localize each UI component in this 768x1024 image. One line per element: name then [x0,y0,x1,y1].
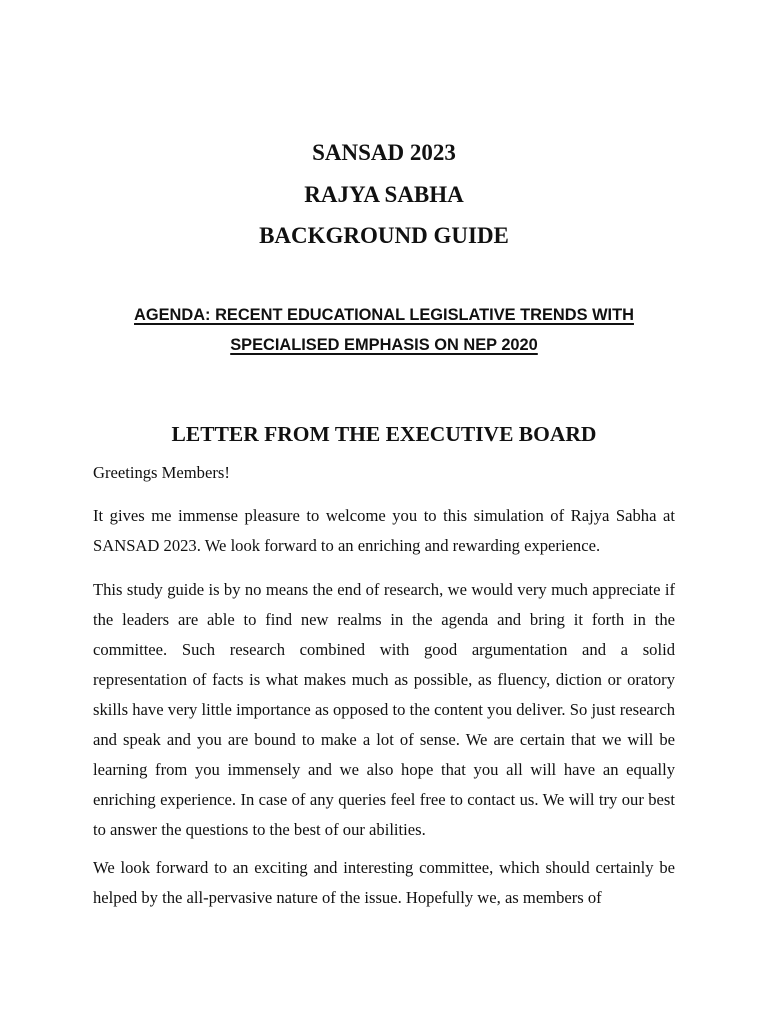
paragraph-committee: We look forward to an exciting and interesting committee, which should certainly be helped by the all-pervasive nature of the issue. Hopefully we, as members of [93,858,675,907]
doc-type-title: BACKGROUND GUIDE [259,223,509,248]
event-title: SANSAD 2023 [312,140,456,165]
greeting: Greetings Members! [93,463,230,482]
paragraph-study-guide: This study guide is by no means the end of research, we would very much appreciate if the leaders are able to find new realms in the agenda and bring it forth in the committee. Such research combined with good argumentation and a solid representation of facts is what makes much as possible, as fluency, diction or oratory skills have very little importance as opposed to the content you deliver. So just research and speak and you are bound to make a lot of sense. We are certain that we will be learning from you immensely and we also hope that you all will have an equally enriching experience. In case of any queries feel free to contact us. We will try our best to answer the questions to the best of our abilities. [93,580,675,839]
agenda-line-2 [0,330,768,360]
agenda-line-1 [0,300,768,330]
agenda-line-2-text: SPECIALISED EMPHASIS ON NEP 2020 [230,336,538,354]
agenda-line-1-text: AGENDA: RECENT EDUCATIONAL LEGISLATIVE TRENDS WITH [134,306,634,324]
committee-title: RAJYA SABHA [304,182,464,207]
letter-heading: LETTER FROM THE EXECUTIVE BOARD [171,422,597,446]
paragraph-welcome: It gives me immense pleasure to welcome you to this simulation of Rajya Sabha at SANSAD 2023. We look forward to an enriching and rewarding experience. [93,506,675,555]
